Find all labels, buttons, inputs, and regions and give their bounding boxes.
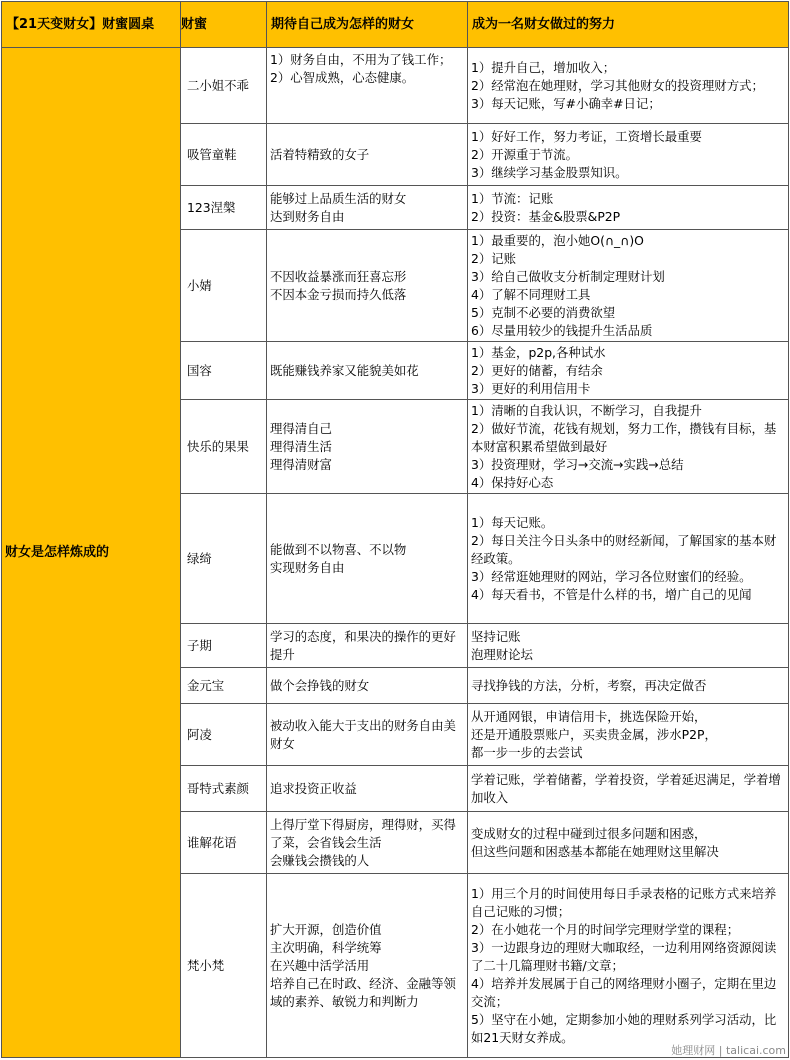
member-name: 绿绮	[181, 494, 267, 624]
member-name: 吸管童鞋	[181, 124, 267, 186]
effort-cell: 1）每天记账。 2）每日关注今日头条中的财经新闻，了解国家的基本财经政策。 3）经常逛她理财的网站，学习各位财蜜们的经验。 4）每天看书，不管是什么样的书，增广自己的见闻	[468, 494, 789, 624]
member-name: 阿凌	[181, 704, 267, 766]
wealth-table	[1, 1, 789, 1058]
member-name: 梵小梵	[181, 874, 267, 1058]
effort-cell: 坚持记账 泡理财论坛	[468, 624, 789, 668]
table-row	[2, 48, 789, 124]
expectation-cell: 理得清自己 理得清生活 理得清财富	[267, 400, 468, 494]
member-name: 快乐的果果	[181, 400, 267, 494]
header-row	[2, 2, 789, 48]
side-label: 财女是怎样炼成的	[2, 48, 181, 1058]
effort-cell: 变成财女的过程中碰到过很多问题和困惑， 但这些问题和困惑基本都能在她理财这里解决	[468, 812, 789, 874]
header-expectation: 期待自己成为怎样的财女	[267, 2, 468, 48]
expectation-cell: 既能赚钱养家又能貌美如花	[267, 342, 468, 400]
expectation-cell: 追求投资正收益	[267, 766, 468, 812]
expectation-cell: 1）财务自由，不用为了钱工作； 2）心智成熟，心态健康。	[267, 48, 468, 124]
expectation-cell: 能做到不以物喜、不以物 实现财务自由	[267, 494, 468, 624]
member-name: 子期	[181, 624, 267, 668]
effort-cell: 1）最重要的，泡小她O(∩_∩)O 2）记账 3）给自己做收支分析制定理财计划 4）了解不同理财工具 5）克制不必要的消费欲望 6）尽量用较少的钱提升生活品质	[468, 230, 789, 342]
expectation-cell: 活着特精致的女子	[267, 124, 468, 186]
expectation-cell: 上得厅堂下得厨房，理得财，买得了菜，会省钱会生活 会赚钱会攒钱的人	[267, 812, 468, 874]
member-name: 谁解花语	[181, 812, 267, 874]
member-name: 123涅槃	[181, 186, 267, 230]
effort-cell: 1）基金，p2p,各种试水 2）更好的储蓄，有结余 3）更好的利用信用卡	[468, 342, 789, 400]
expectation-cell: 被动收入能大于支出的财务自由美财女	[267, 704, 468, 766]
member-name: 二小姐不乖	[181, 48, 267, 124]
effort-cell: 学着记账，学着储蓄，学着投资，学着延迟满足，学着增加收入	[468, 766, 789, 812]
member-name: 国容	[181, 342, 267, 400]
effort-cell: 1）好好工作，努力考证，工资增长最重要 2）开源重于节流。 3）继续学习基金股票知识。	[468, 124, 789, 186]
expectation-cell: 能够过上品质生活的财女 达到财务自由	[267, 186, 468, 230]
member-name: 金元宝	[181, 668, 267, 704]
expectation-cell: 不因收益暴涨而狂喜忘形 不因本金亏损而持久低落	[267, 230, 468, 342]
header-member: 财蜜	[181, 2, 267, 48]
expectation-cell: 扩大开源，创造价值 主次明确，科学统筹 在兴趣中活学活用 培养自己在时政、经济、金融等领域的素养、敏锐力和判断力	[267, 874, 468, 1058]
expectation-cell: 学习的态度，和果决的操作的更好提升	[267, 624, 468, 668]
effort-cell: 1）用三个月的时间使用每日手录表格的记账方式来培养自己记账的习惯； 2）在小她花一个月的时间学完理财学堂的课程； 3）一边跟身边的理财大咖取经，一边利用网络资源阅读了二十几篇理财书籍/文章； 4）培养并发展属于自己的网络理财小圈子，定期在里边交流； 5）坚守在小她，定期参加小她的理财系列学习活动，比如21天财女养成。	[468, 874, 789, 1058]
effort-cell: 寻找挣钱的方法，分析，考察，再决定做否	[468, 668, 789, 704]
effort-cell: 1）清晰的自我认识，不断学习，自我提升 2）做好节流，花钱有规划，努力工作，攒钱有目标，基本财富积累希望做到最好 3）投资理财，学习→交流→实践→总结 4）保持好心态	[468, 400, 789, 494]
expectation-cell: 做个会挣钱的财女	[267, 668, 468, 704]
member-name: 小婧	[181, 230, 267, 342]
member-name: 哥特式素颜	[181, 766, 267, 812]
watermark: 她理财网 | talicai.com	[671, 1044, 786, 1057]
effort-cell: 1）提升自己，增加收入； 2）经常泡在她理财，学习其他财女的投资理财方式； 3）每天记账，写#小确幸#日记；	[468, 48, 789, 124]
header-effort: 成为一名财女做过的努力	[468, 2, 789, 48]
header-roundtable: 【21天变财女】财蜜圆桌	[2, 2, 181, 48]
effort-cell: 从开通网银，申请信用卡，挑选保险开始， 还是开通股票账户，买卖贵金属，涉水P2P， 都一步一步的去尝试	[468, 704, 789, 766]
effort-cell: 1）节流：记账 2）投资：基金&股票&P2P	[468, 186, 789, 230]
